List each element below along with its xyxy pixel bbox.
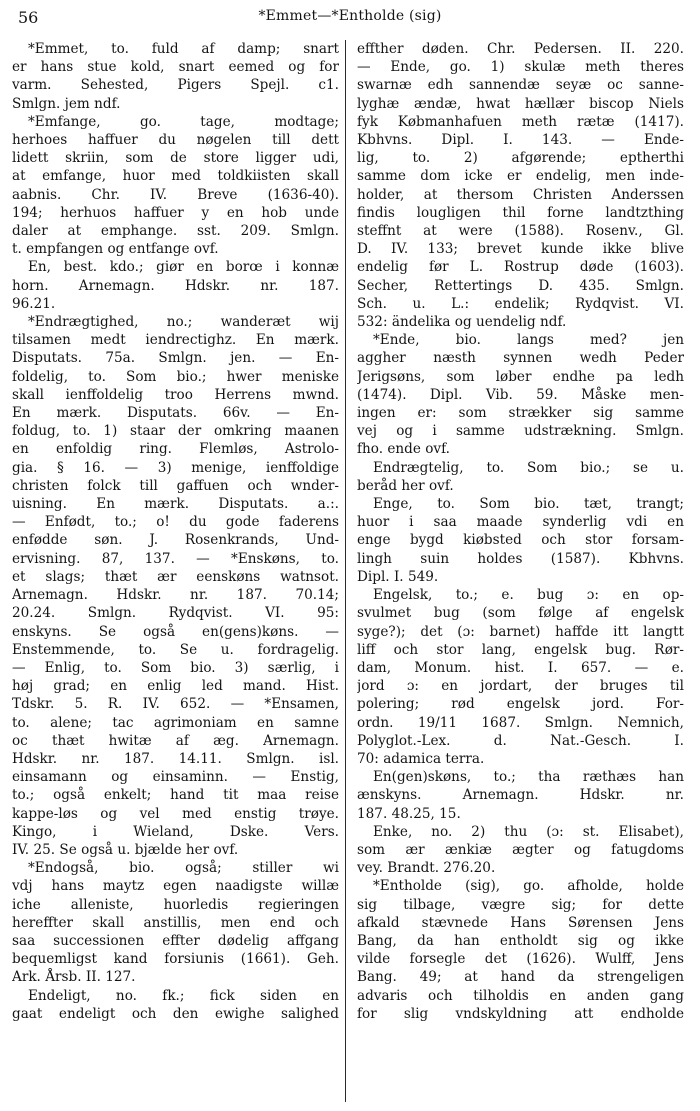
- text-line: Arnemagn. Hdskr. nr. 187. 70.14;: [12, 587, 339, 604]
- text-line: fho. ende ovf.: [357, 441, 450, 458]
- text-line: *Endrægtighed, no.; wanderæt wij: [28, 314, 339, 331]
- text-line: lyghæ ændæ, hwat hællær biscop Niels: [357, 95, 684, 112]
- running-head: *Emmet—*Entholde (sig): [258, 8, 442, 24]
- column-divider: [345, 40, 346, 1102]
- text-line: 96.21.: [12, 295, 56, 312]
- text-line: lig, to. 2) afgørende; eptherthi: [357, 150, 684, 167]
- text-line: hereffter skall anstillis, men end och: [12, 914, 339, 931]
- text-line: svulmet bug (som følge af engelsk: [357, 605, 684, 622]
- text-line: horn. Arnemagn. Hdskr. nr. 187.: [12, 277, 339, 294]
- text-line: syge?); det (ɔ: barnet) haffde itt langtt: [357, 623, 684, 640]
- text-line: Bang, da han entholdt sig og ikke: [357, 932, 684, 949]
- text-line: er hans stue kold, snart eemed og for: [12, 59, 339, 76]
- text-line: uisning. En mærk. Disputats. a.:.: [12, 496, 339, 513]
- text-line: høj grad; en enlig led mand. Hist.: [12, 678, 339, 695]
- text-line: ordn. 19/11 1687. Smlgn. Nemnich,: [357, 714, 684, 731]
- text-line: 20.24. Smlgn. Rydqvist. VI. 95:: [12, 605, 339, 622]
- text-line: oc thæt hwitæ af æg. Arnemagn.: [12, 732, 339, 749]
- text-line: Endeligt, no. fk.; fick siden en: [28, 987, 339, 1004]
- text-line: Bang. 49; at hand da strengeligen: [357, 969, 684, 986]
- text-line: enskyns. Se også en(gens)køns. —: [12, 623, 339, 640]
- text-line: 194; herhuos haffuer y en hob unde: [12, 204, 339, 221]
- text-line: Kingo, i Wieland, Dske. Vers.: [12, 823, 339, 840]
- text-line: einsamann og einsaminn. — Enstig,: [12, 769, 339, 786]
- text-line: En, best. kdo.; giør en borœ i konnæ: [28, 259, 339, 276]
- text-line: at emfange, huor med toldkiisten skall: [12, 168, 339, 185]
- text-line: herhoes haffuer du nøgelen till dett: [12, 132, 339, 149]
- text-line: Enge, to. Som bio. tæt, trangt;: [373, 496, 684, 513]
- text-line: enge bygd kiøbsted och stor forsam-: [357, 532, 684, 549]
- text-line: holder, at thersom Christen Anderssen: [357, 186, 684, 203]
- text-line: samme dom icke er endelig, men inde-: [357, 168, 684, 185]
- text-line: varm. Sehested, Pigers Spejl. c1.: [12, 77, 339, 94]
- text-line: bequemligst kand forsiunis (1661). Geh.: [12, 951, 339, 968]
- text-line: liff och stor lang, engelsk bug. Rør-: [357, 641, 684, 658]
- text-line: foldug, to. 1) staar der omkring maanen: [12, 423, 339, 440]
- text-line: *Entholde (sig), go. afholde, holde: [373, 878, 684, 895]
- page-number: 56: [18, 8, 39, 27]
- text-line: to.; også enkelt; hand tit maa reise: [12, 787, 339, 804]
- text-line: Jerigsøns, som løber endhe pa ledh: [357, 368, 684, 385]
- text-line: to. alene; tac agrimoniam en samne: [12, 714, 339, 731]
- text-line: Enke, no. 2) thu (ɔ: st. Elisabet),: [373, 823, 684, 840]
- text-line: aggher næsth synnen wedh Peder: [357, 350, 684, 367]
- text-line: Polyglot.-Lex. d. Nat.-Gesch. I.: [357, 732, 684, 749]
- text-line: Sch. u. L.: endelik; Rydqvist. VI.: [357, 295, 684, 312]
- text-line: ænskyns. Arnemagn. Hdskr. nr.: [357, 787, 684, 804]
- text-line: Ark. Årsb. II. 127.: [12, 969, 136, 986]
- text-line: lingh suin holdes (1587). Kbhvns.: [357, 550, 684, 567]
- text-line: advaris och tilholdis en anden gang: [357, 987, 684, 1004]
- text-line: endelig før L. Rostrup døde (1603).: [357, 259, 684, 276]
- text-line: som ær ænkiæ ægter og fatugdoms: [357, 841, 684, 858]
- text-line: vey. Brandt. 276.20.: [357, 860, 496, 877]
- text-line: enfødde søn. J. Rosenkrands, Und-: [12, 532, 339, 549]
- text-line: vdj hans maytz egen naadigste willæ: [12, 878, 339, 895]
- text-line: huor i saa maade synderlig vdi en: [357, 514, 684, 531]
- left-column: [12, 40, 339, 1023]
- text-line: jord ɔ: en jordart, der bruges til: [357, 678, 684, 695]
- text-line: tilsamen medt iendrectighz. En mærk.: [12, 332, 339, 349]
- text-line: christen folck till gaffuen och wnder-: [12, 477, 339, 494]
- text-line: En(gen)skøns, to.; tha ræthæs han: [373, 769, 684, 786]
- text-line: vej og i samme udstrækning. Smlgn.: [357, 423, 684, 440]
- text-line: effther døden. Chr. Pedersen. II. 220.: [357, 41, 684, 57]
- text-line: et slags; thæt ær eenskøns watnsot.: [12, 568, 339, 585]
- text-line: t. empfangen og entfange ovf.: [12, 241, 219, 258]
- text-line: Engelsk, to.; e. bug ɔ: en op-: [373, 587, 684, 604]
- text-line: *Emmet, to. fuld af damp; snart: [28, 41, 339, 57]
- text-line: iche alleniste, huorledis regieringen: [12, 896, 339, 913]
- text-line: skall ienffoldelig troo Herrens mwnd.: [12, 386, 339, 403]
- text-line: (1474). Dipl. Vib. 59. Måske men-: [357, 386, 684, 403]
- text-line: for slig vndskyldning att endholde: [357, 1005, 684, 1022]
- right-column: [357, 40, 684, 1023]
- text-line: vilde forsegle det (1626). Wulff, Jens: [357, 951, 684, 968]
- text-line: Tdskr. 5. R. IV. 652. — *Ensamen,: [12, 696, 339, 713]
- text-line: Kbhvns. Dipl. I. 143. — Ende-: [357, 132, 684, 149]
- page-header: [18, 8, 682, 32]
- text-line: IV. 25. Se også u. bjælde her ovf.: [12, 841, 239, 858]
- text-line: *Ende, bio. langs med? jen: [373, 332, 684, 349]
- text-line: en enfoldig ring. Flemløs, Astrolo-: [12, 441, 339, 458]
- text-line: *Emfange, go. tage, modtage;: [28, 113, 339, 130]
- text-line: Smlgn. jem ndf.: [12, 95, 121, 112]
- text-line: fyk Købmanhafuen meth rætæ (1417).: [357, 113, 684, 130]
- text-line: D. IV. 133; brevet kunde ikke blive: [357, 241, 684, 258]
- text-line: En mærk. Disputats. 66v. — En-: [12, 405, 339, 422]
- text-line: lidett skriin, som de store ligger udi,: [12, 150, 339, 167]
- text-line: 187. 48.25, 15.: [357, 805, 461, 822]
- text-line: — Enlig, to. Som bio. 3) særlig, i: [12, 659, 339, 676]
- text-line: gaat endeligt och den ewighe salighed: [12, 1005, 339, 1022]
- text-line: Disputats. 75a. Smlgn. jen. — En-: [12, 350, 339, 367]
- text-line: gia. § 16. — 3) menige, ienffoldige: [12, 459, 339, 476]
- text-line: Hdskr. nr. 187. 14.11. Smlgn. isl.: [12, 750, 339, 767]
- text-line: Dipl. I. 549.: [357, 568, 439, 585]
- text-line: saa successionen effter dødelig affgang: [12, 932, 339, 949]
- text-line: polering; rød engelsk jord. For-: [357, 696, 684, 713]
- text-line: *Endogså, bio. også; stiller wi: [28, 860, 339, 877]
- text-line: afkald stævnede Hans Sørensen Jens: [357, 914, 684, 931]
- text-line: daler at emphange. sst. 209. Smlgn.: [12, 223, 339, 240]
- text-line: beråd her ovf.: [357, 477, 454, 494]
- text-line: Endrægtelig, to. Som bio.; se u.: [373, 459, 684, 476]
- text-line: sig tilbage, vægre sig; for dette: [357, 896, 684, 913]
- text-line: findis lougligen thil forne landtzthing: [357, 204, 684, 221]
- text-line: steffnt at were (1588). Rosenv., Gl.: [357, 223, 684, 240]
- text-line: — Ende, go. 1) skulæ meth theres: [357, 59, 684, 76]
- text-line: — Enfødt, to.; o! du gode faderens: [12, 514, 339, 531]
- text-line: aabnis. Chr. IV. Breve (1636-40).: [12, 186, 339, 203]
- text-line: ervisning. 87, 137. — *Enskøns, to.: [12, 550, 339, 567]
- text-line: foldelig, to. Som bio.; hwer meniske: [12, 368, 339, 385]
- text-line: Enstemmende, to. Se u. fordragelig.: [12, 641, 339, 658]
- text-line: swarnæ edh sannendæ seyæ oc sanne-: [357, 77, 684, 94]
- text-line: Secher, Rettertings D. 435. Smlgn.: [357, 277, 684, 294]
- text-line: 532: ändelika og uendelig ndf.: [357, 314, 567, 331]
- text-line: kappe-løs og vel med enstig trøye.: [12, 805, 339, 822]
- text-line: ingen er: som strækker sig samme: [357, 405, 684, 422]
- text-line: dam, Monum. hist. I. 657. — e.: [357, 659, 684, 676]
- text-line: 70: adamica terra.: [357, 750, 485, 767]
